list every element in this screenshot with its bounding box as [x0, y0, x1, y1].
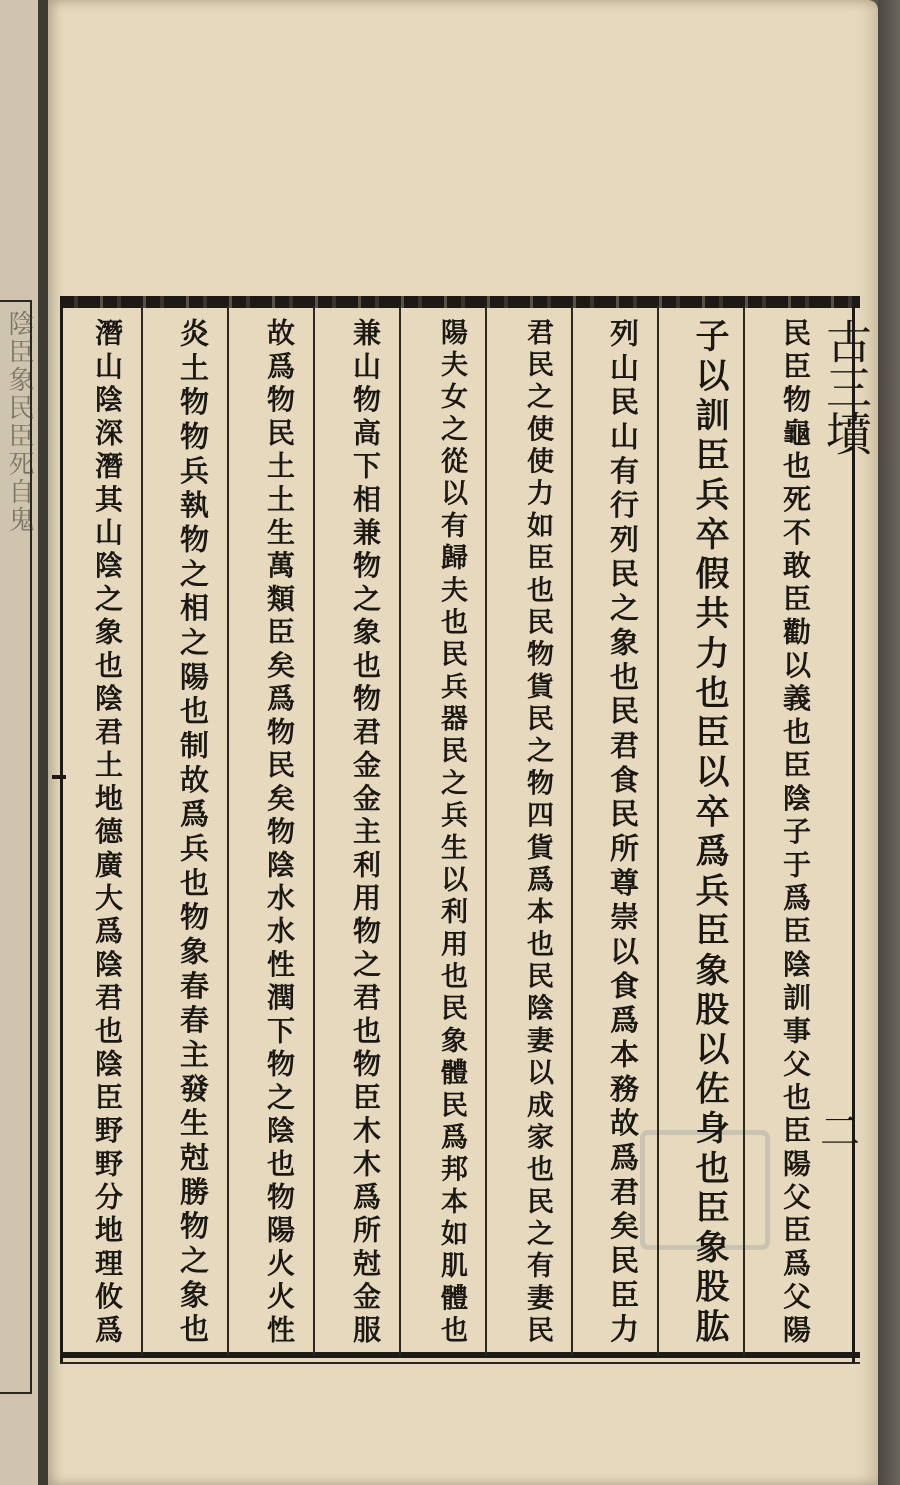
- column-text: 潛山陰深潛其山陰之象也陰君土地德廣大爲陰君也陰臣野野分地理攸爲: [91, 318, 124, 1348]
- text-column: [244, 318, 314, 1348]
- text-column: [760, 318, 830, 1348]
- facing-page-text: 陰臣象民臣死自鬼: [4, 310, 34, 534]
- bottom-border-rule-inner: [60, 1362, 860, 1364]
- text-column: [588, 318, 658, 1348]
- page-edge: [878, 0, 900, 1485]
- column-text: 民臣物龜也死不敢臣勸以義也臣陰子于爲臣陰訓事父也臣陽父臣爲父陽: [779, 318, 812, 1348]
- column-text: 子以訓臣兵卒假共力也臣以卒爲兵臣象股以佐身也臣象股肱: [689, 318, 729, 1348]
- column-text: 兼山物高下相兼物之象也物君金金主利用物之君也物臣木木爲所尅金服: [349, 318, 382, 1348]
- text-column: [72, 318, 142, 1348]
- text-column: [502, 318, 572, 1348]
- margin-title: 古三墳: [819, 318, 873, 456]
- text-column: [416, 318, 486, 1348]
- top-border-rule: [60, 296, 860, 308]
- left-border-rule: [60, 300, 63, 1362]
- facing-page-strip: [0, 0, 38, 1485]
- text-column: [158, 318, 228, 1348]
- column-text: 陽夫女之從以有歸夫也民兵器民之兵生以利用也民象體民爲邦本如肌體也: [436, 318, 467, 1348]
- right-border-rule: [852, 300, 855, 1362]
- bottom-border-rule: [60, 1352, 860, 1358]
- block-mark: [52, 775, 66, 779]
- text-column: [330, 318, 400, 1348]
- column-text: 列山民山有行列民之象也民君食民所尊崇以食爲本務故爲君矣民臣力: [606, 318, 640, 1348]
- folio-number: 二: [820, 1109, 860, 1155]
- column-text: 君民之使使力如臣也民物貨民之物四貨爲本也民陰妻以成家也民之有妻民: [522, 318, 553, 1348]
- column-text: 炎土物物兵執物之相之陽也制故爲兵也物象春春主發生尅勝物之象也: [176, 318, 210, 1348]
- text-column: [674, 318, 744, 1348]
- column-text: 故爲物民土土生萬類臣矣爲物民矣物陰水水性潤下物之陰也物陽火火性: [263, 318, 296, 1348]
- book-gutter: [38, 0, 48, 1485]
